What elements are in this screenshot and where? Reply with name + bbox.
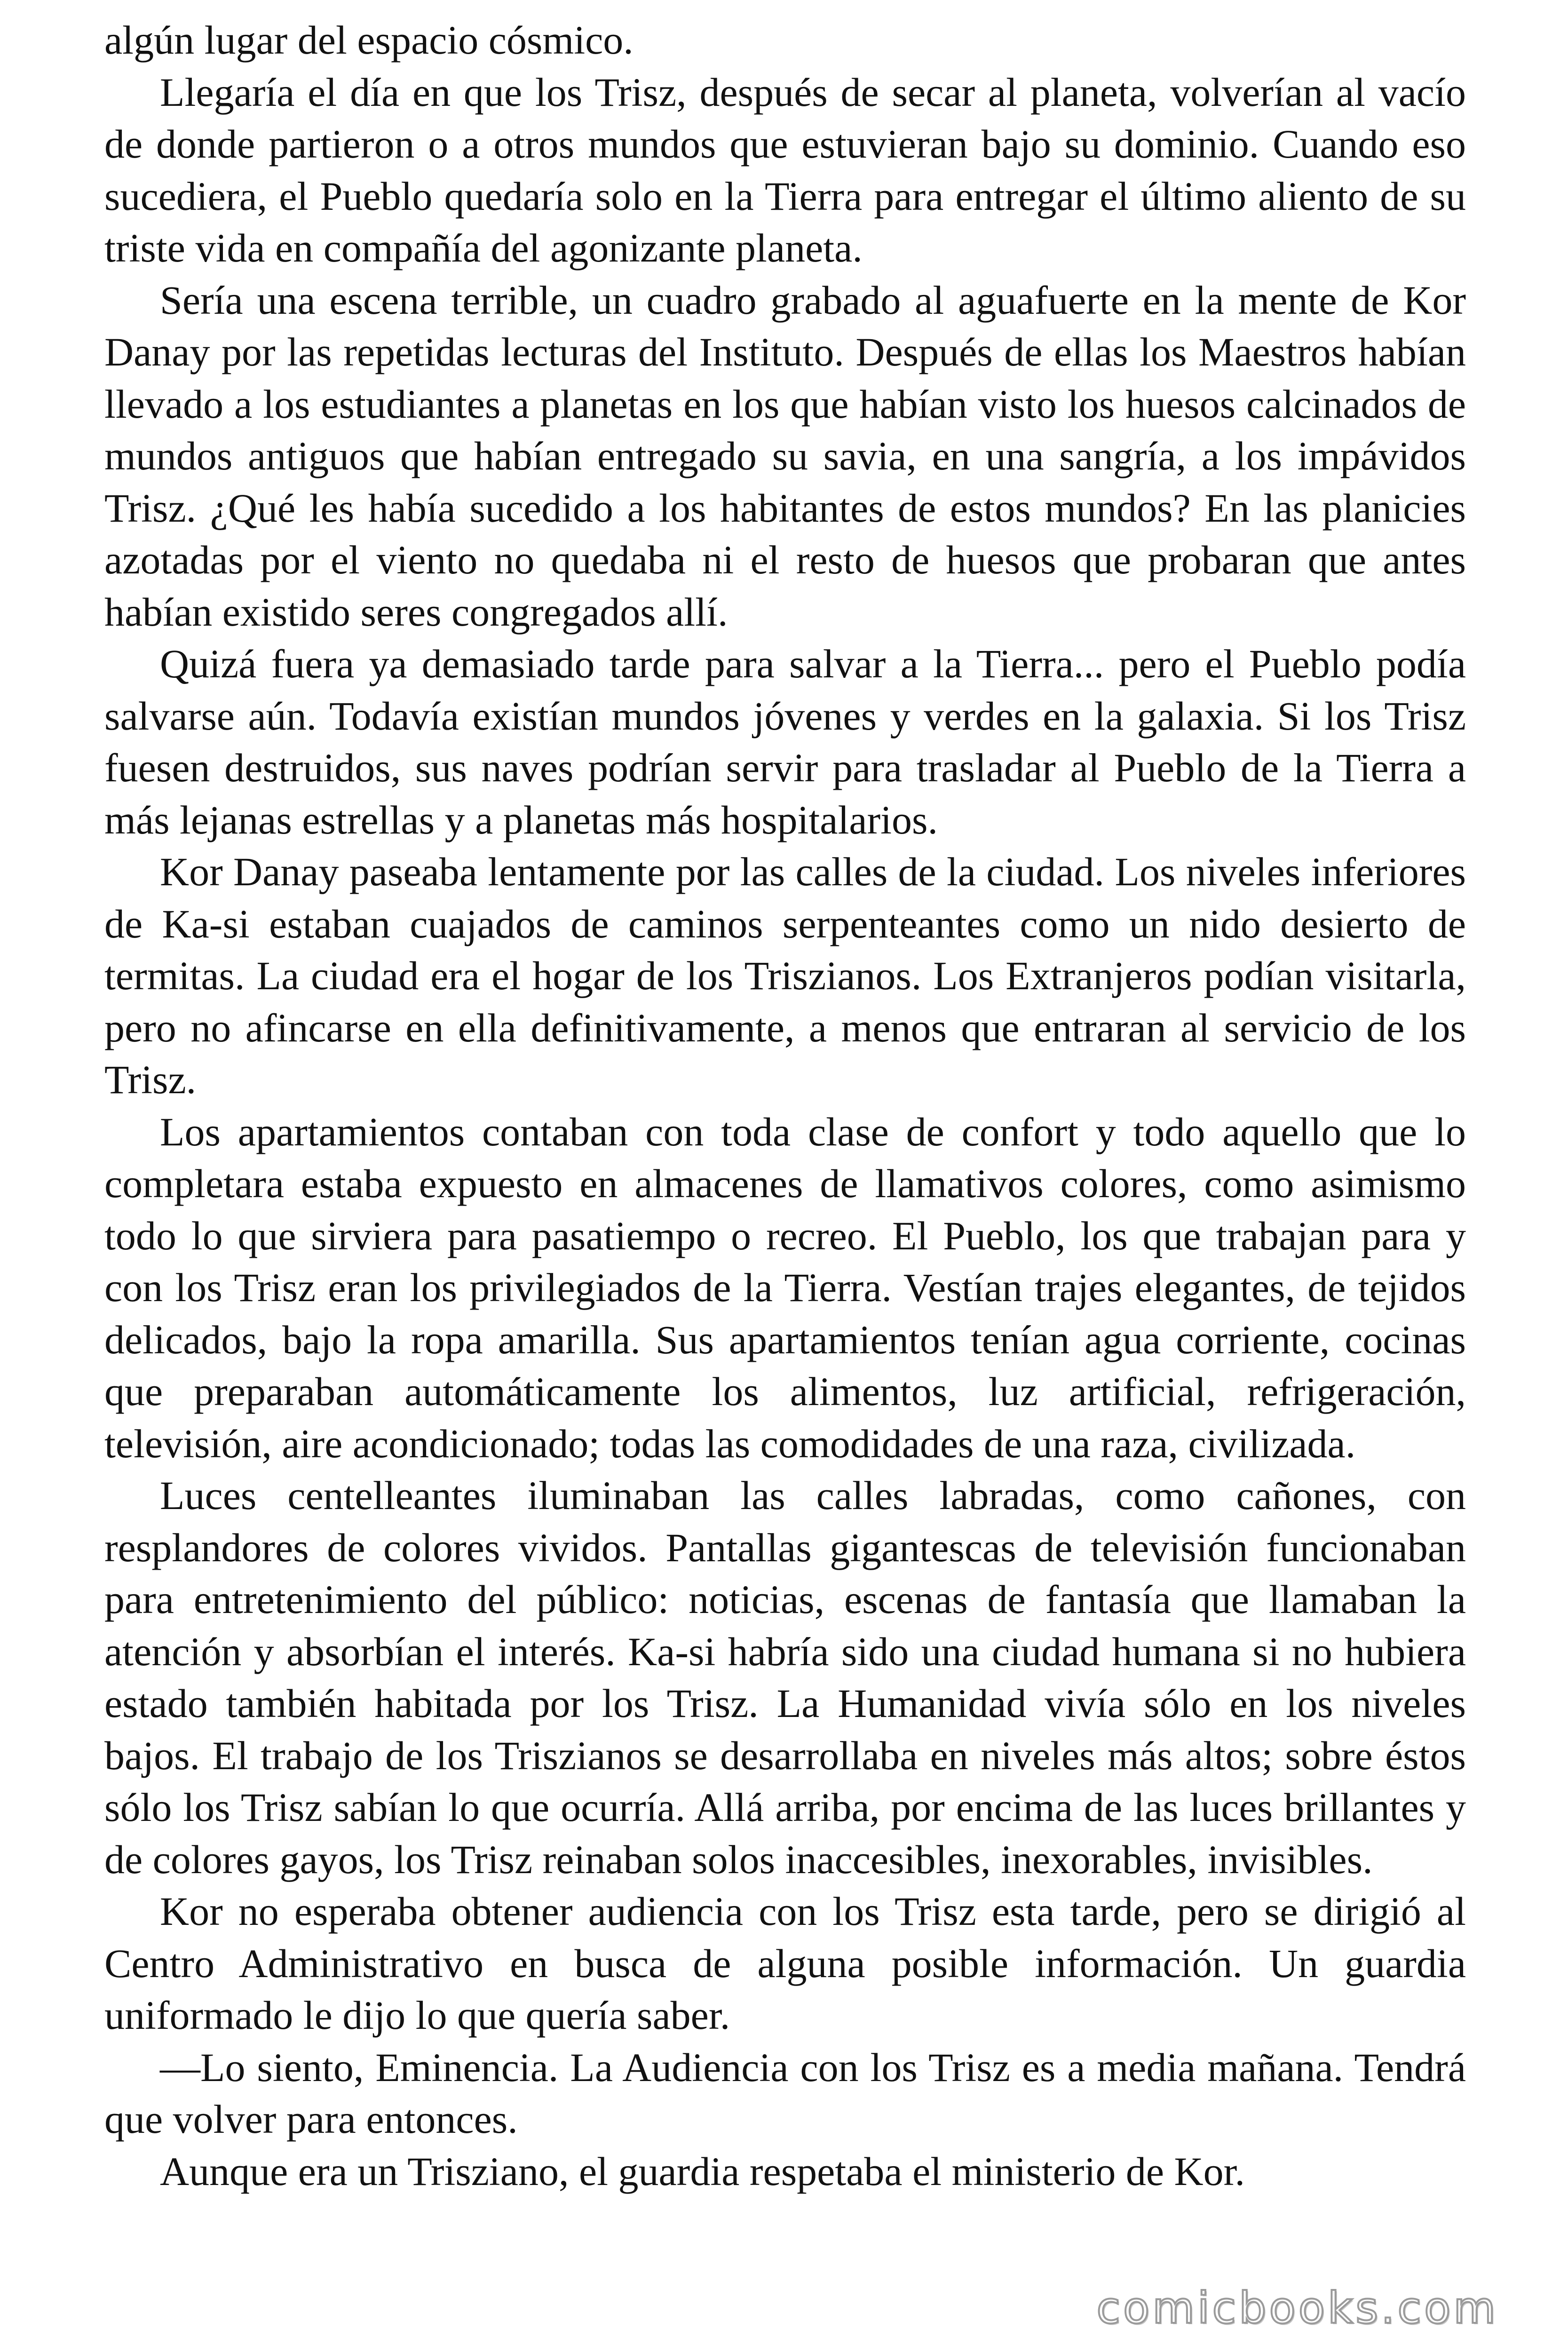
paragraph: Kor Danay paseaba lentamente por las calles de la ciudad. Los niveles inferiores de Ka-si estaban cuajados de caminos serpenteantes como un nido desierto de termitas. La ciudad era el hogar de los Triszianos. Los Extranjeros podían visitarla, pero no afincarse en ella definitivamente, a menos que entraran al servicio de los Trisz. bbox=[104, 849, 1466, 1102]
paragraph: algún lugar del espacio cósmico. bbox=[104, 17, 634, 63]
paragraph: Quizá fuera ya demasiado tarde para salvar a la Tierra... pero el Pueblo podía salvarse aún. Todavía existían mundos jóvenes y verdes en la galaxia. Si los Trisz fuesen destruidos, sus naves podrían servir para trasladar al Pueblo de la Tierra a más lejanas estrellas y a planetas más hospitalarios. bbox=[104, 641, 1466, 842]
paragraph: —Lo siento, Eminencia. La Audiencia con los Trisz es a media mañana. Tendrá que volver para entonces. bbox=[104, 2044, 1466, 2142]
paragraph: Los apartamientos contaban con toda clase de confort y todo aquello que lo completara estaba expuesto en almacenes de llamativos colores, como asimismo todo lo que sirviera para pasatiempo o recreo. El Pueblo, los que trabajan para y con los Trisz eran los privilegiados de la Tierra. Vestían trajes elegantes, de tejidos delicados, bajo la ropa amarilla. Sus apartamientos tenían agua corriente, cocinas que preparaban automáticamente los alimentos, luz artificial, refrigeración, televisión, aire acondicionado; todas las comodidades de una raza, civilizada. bbox=[104, 1109, 1466, 1466]
watermark: comicbooks.com bbox=[1096, 2283, 1498, 2333]
paragraph: Kor no esperaba obtener audiencia con los Trisz esta tarde, pero se dirigió al Centro Administrativo en busca de alguna posible información. Un guardia uniformado le dijo lo que quería saber. bbox=[104, 1889, 1466, 2038]
paragraph: Llegaría el día en que los Trisz, después de secar al planeta, volverían al vacío de donde partieron o a otros mundos que estuvieran bajo su dominio. Cuando eso sucediera, el Pueblo quedaría solo en la Tierra para entregar el último aliento de su triste vida en compañía del agonizante planeta. bbox=[104, 69, 1466, 270]
paragraph: Aunque era un Trisziano, el guardia respetaba el ministerio de Kor. bbox=[160, 2148, 1245, 2194]
paragraph: Sería una escena terrible, un cuadro grabado al aguafuerte en la mente de Kor Danay por las repetidas lecturas del Instituto. Después de ellas los Maestros habían llevado a los estudiantes a planetas en los que habían visto los huesos calcinados de mundos antiguos que habían entregado su savia, en una sangría, a los impávidos Trisz. ¿Qué les había sucedido a los habitantes de estos mundos? En las planicies azotadas por el viento no quedaba ni el resto de huesos que probaran que antes habían existido seres congregados allí. bbox=[104, 277, 1466, 635]
paragraph: Luces centelleantes iluminaban las calles labradas, como cañones, con resplandores de colores vividos. Pantallas gigantescas de televisión funcionaban para entretenimiento del público: noticias, escenas de fantasía que llamaban la atención y absorbían el interés. Ka-si habría sido una ciudad humana si no hubiera estado también habitada por los Trisz. La Humanidad vivía sólo en los niveles bajos. El trabajo de los Triszianos se desarrollaba en niveles más altos; sobre éstos sólo los Trisz sabían lo que ocurría. Allá arriba, por encima de las luces brillantes y de colores gayos, los Trisz reinaban solos inaccesibles, inexorables, invisibles. bbox=[104, 1473, 1466, 1882]
book-page-text bbox=[104, 14, 1466, 2197]
